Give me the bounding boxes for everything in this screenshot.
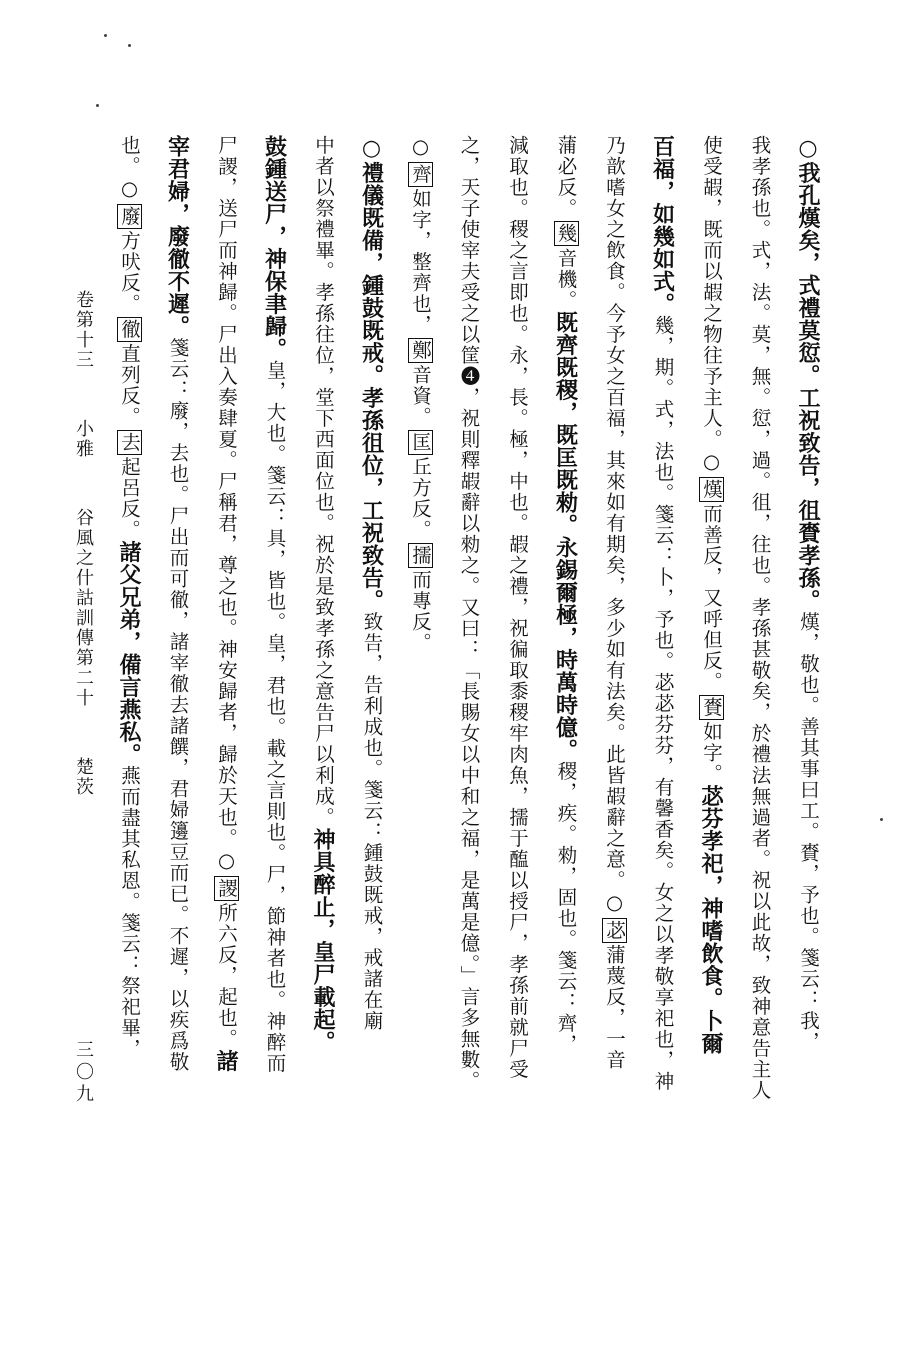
text-column	[499, 135, 535, 1265]
commentary-text: 方吠反。	[118, 230, 141, 315]
commentary-text: 而善反，又呼但反。	[700, 503, 723, 693]
commentary-text: 音資。	[409, 364, 432, 428]
commentary-text: 之，天子使宰夫受之以筐❹，祝則釋嘏辭以勑之。又曰：「長賜女以中和之福，是萬是億。」言多無數。	[457, 135, 481, 1092]
commentary-text: 乃歆嗜女之飲食。今予女之百福，其來如有期矣，多少如有法矣。此皆嘏辭之意。○	[603, 135, 626, 916]
running-head-poem: 楚茨	[73, 757, 94, 797]
text-column	[596, 135, 632, 1265]
commentary-text: 直列反。	[118, 343, 141, 428]
scan-speck	[128, 44, 131, 47]
text-column	[742, 135, 778, 1265]
classic-text: 百福，如幾如式。	[649, 135, 676, 315]
commentary-text: ○	[409, 135, 432, 160]
commentary-text: 起呂反。	[118, 456, 141, 541]
commentary-text: 尸謖，送尸而神歸。尸出入奏肆夏。尸稱君，尊之也。神安歸者，歸於天也。○	[215, 135, 238, 874]
phonetic-gloss-char: 謖	[215, 877, 238, 899]
text-column	[305, 135, 341, 1265]
text-column	[548, 135, 584, 1265]
text-column	[257, 135, 293, 1265]
commentary-text: 也。○	[118, 135, 141, 202]
text-column	[354, 135, 390, 1265]
phonetic-gloss-char: 匡	[409, 431, 432, 453]
commentary-text: 如字。	[700, 721, 723, 785]
phonetic-gloss-char: 齊	[409, 163, 432, 185]
classic-text: 諸父兄弟，備言燕私。	[116, 540, 142, 766]
commentary-text: 而專反。	[409, 569, 432, 654]
running-head-chapter: 谷風之什詁訓傳第二十	[73, 508, 94, 708]
commentary-text: 使受嘏，既而以嘏之物往予主人。○	[700, 135, 723, 475]
commentary-text: 皇，大也。箋云：具，皆也。皇，君也。載之言則也。尸，節神者也。神醉而	[263, 360, 287, 1074]
commentary-text: 幾，期。式，法也。箋云：卜，予也。苾苾芬芬，有馨香矣。女之以孝敬享祀也，神	[651, 315, 675, 1092]
classic-text: 鼓鍾送尸，神保聿歸。	[261, 135, 288, 360]
text-column	[208, 135, 244, 1265]
commentary-text: 減取也。稷之言即也。永，長。極，中也。嘏之禮，祝徧取黍稷牢肉魚，擩于醢以授尸，孝孫前就尸受	[506, 135, 529, 1080]
text-column	[402, 135, 438, 1265]
text-column	[451, 135, 487, 1265]
classic-text: 既齊既稷，既匡既勑。永錫爾極，時萬時億。	[552, 311, 579, 761]
phonetic-gloss-char: 幾	[554, 223, 578, 244]
phonetic-gloss-char: 廢	[118, 205, 141, 227]
phonetic-gloss-char: 擩	[409, 544, 432, 566]
classic-text: ○我孔熯矣，式禮莫愆。工祝致告，徂賚孝孫。	[795, 135, 821, 612]
commentary-text: 稷，疾。勑，固也。箋云：齊，	[554, 761, 578, 1055]
commentary-text: 蒲必反。	[554, 135, 578, 219]
commentary-text: 如字，整齊也，	[409, 188, 432, 336]
text-column	[160, 135, 196, 1265]
classic-text: 宰君婦，廢徹不遲。	[164, 135, 191, 338]
phonetic-gloss-char: 徹	[118, 318, 141, 340]
commentary-text: 燕而盡其私恩。箋云：祭祀畢，	[118, 765, 141, 1060]
commentary-text: 音機。	[554, 248, 578, 311]
page-number: 三〇九	[73, 1040, 94, 1106]
phonetic-gloss-char: 鄭	[409, 339, 432, 361]
text-column	[111, 135, 147, 1265]
classic-text: 諸	[213, 1049, 239, 1072]
commentary-text: 蒲蔑反，一音	[603, 944, 626, 1071]
phonetic-gloss-char: 去	[118, 431, 141, 453]
scan-speck	[96, 104, 99, 107]
scan-speck	[104, 34, 107, 37]
classic-text: 神具醉止，皇尸載起。	[310, 828, 336, 1053]
scan-speck	[880, 818, 883, 821]
commentary-text: 我孝孫也。式，法。莫，無。愆，過。徂，往也。孝孫甚敬矣，於禮法無過者。祝以此故，致神意告主人	[748, 135, 772, 1101]
commentary-text: 致告，告利成也。箋云：鍾鼓既戒，戒諸在廟	[360, 611, 384, 1032]
text-column	[790, 135, 826, 1265]
phonetic-gloss-char: 苾	[603, 919, 626, 941]
commentary-text: 丘方反。	[409, 456, 432, 541]
phonetic-gloss-char: 熯	[700, 478, 723, 500]
text-column	[693, 135, 729, 1265]
classic-text: 苾芬孝祀，神嗜飲食。卜爾	[698, 784, 724, 1055]
text-column	[645, 135, 681, 1265]
commentary-text: 所六反，起也。	[215, 902, 238, 1050]
commentary-text: 箋云：廢，去也。尸出而可徹，諸宰徹去諸饌，君婦籩豆而已。不遲，以疾爲敬	[166, 337, 190, 1073]
phonetic-gloss-char: 賚	[700, 696, 723, 718]
commentary-text: 熯，敬也。善其事曰工。賚，予也。箋云：我，	[797, 611, 820, 1053]
running-head	[66, 290, 96, 797]
running-head-volume: 卷第十三	[73, 290, 94, 370]
commentary-text: 中者以祭禮畢。孝孫往位，堂下西面位也。祝於是致孝孫之意告尸以利成。	[312, 135, 335, 828]
classic-text: ○禮儀既備，鍾鼓既戒。孝孫徂位，工祝致告。	[358, 135, 385, 612]
running-head-section: 小雅	[73, 419, 94, 459]
